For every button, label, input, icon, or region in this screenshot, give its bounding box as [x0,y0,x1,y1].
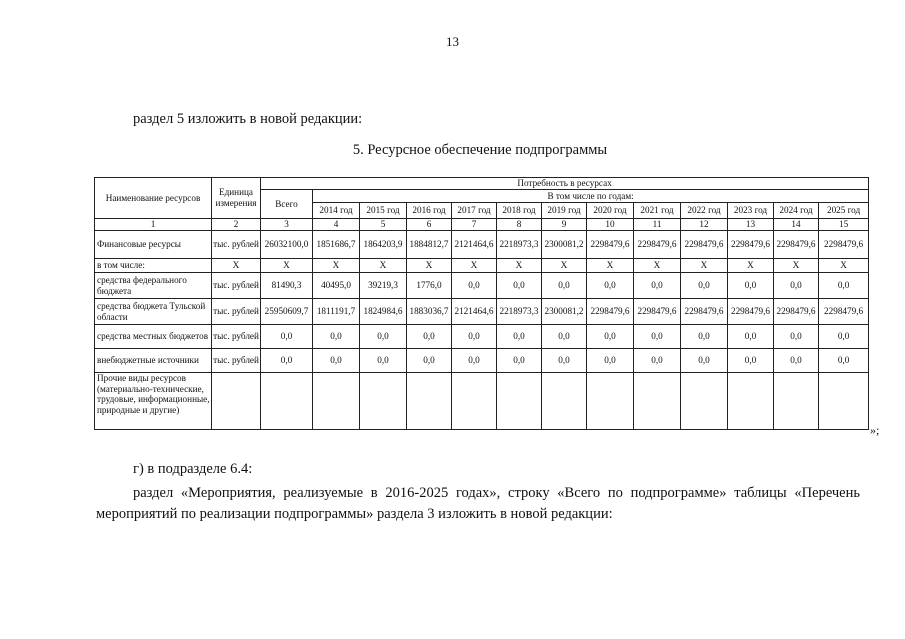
row-value: 0,0 [497,349,542,373]
row-value: 1864203,9 [360,231,407,259]
header-unit: Единица измерения [212,178,261,219]
header-resource-name: Наименование ресурсов [95,178,212,219]
row-resource-name: Прочие виды ресурсов (материально-технические, трудовые, информационные, природные и другие) [95,373,212,430]
row-value: 0,0 [587,349,634,373]
row-value: 0,0 [587,325,634,349]
row-value: 2298479,6 [819,299,869,325]
row-value [261,373,313,430]
table-row [95,259,869,273]
row-resource-name: в том числе: [95,259,212,273]
row-value [681,373,728,430]
row-value: 2218973,3 [497,231,542,259]
table-row [95,231,869,259]
subsection-paragraph: г) в подразделе 6.4: [133,461,253,477]
row-value: 0,0 [360,349,407,373]
row-value: 0,0 [819,273,869,299]
year-header: 2024 год [774,203,819,219]
row-value: 0,0 [681,349,728,373]
year-header: 2025 год [819,203,869,219]
row-value: 2298479,6 [681,231,728,259]
row-unit: тыс. рублей [212,325,261,349]
row-value [497,373,542,430]
table-row [95,349,869,373]
column-number: 13 [728,219,774,231]
row-value: 0,0 [261,349,313,373]
row-value: 2298479,6 [634,231,681,259]
row-value: 2298479,6 [728,299,774,325]
row-value: 1811191,7 [313,299,360,325]
year-header: 2018 год [497,203,542,219]
row-value: 2218973,3 [497,299,542,325]
row-unit: Х [212,259,261,273]
header-total: Всего [261,190,313,219]
row-value: 39219,3 [360,273,407,299]
column-number: 11 [634,219,681,231]
column-numbers-row [95,219,869,231]
intro-paragraph: раздел 5 изложить в новой редакции: [133,111,363,127]
row-value: 0,0 [819,325,869,349]
row-value: Х [407,259,452,273]
row-resource-name: Финансовые ресурсы [95,231,212,259]
section-heading: 5. Ресурсное обеспечение подпрограммы [352,142,608,158]
row-value: Х [261,259,313,273]
row-value: 0,0 [407,325,452,349]
row-value: 0,0 [497,273,542,299]
column-number: 15 [819,219,869,231]
column-number: 3 [261,219,313,231]
row-value: 25950609,7 [261,299,313,325]
row-value: 0,0 [542,325,587,349]
row-value: 0,0 [681,325,728,349]
row-value: 2298479,6 [634,299,681,325]
year-header: 2019 год [542,203,587,219]
row-value: 2298479,6 [774,299,819,325]
row-value: Х [497,259,542,273]
row-value: 81490,3 [261,273,313,299]
row-value: 0,0 [728,273,774,299]
row-value: 0,0 [313,349,360,373]
row-value: 0,0 [261,325,313,349]
row-value: Х [819,259,869,273]
year-header: 2014 год [313,203,360,219]
row-value: 0,0 [313,325,360,349]
row-value: 2300081,2 [542,231,587,259]
column-number: 2 [212,219,261,231]
header-by-years: В том числе по годам: [313,190,869,203]
row-value: 0,0 [681,273,728,299]
row-value: 0,0 [587,273,634,299]
column-number: 14 [774,219,819,231]
table-row [95,325,869,349]
column-number: 7 [452,219,497,231]
row-resource-name: средства бюджета Тульской области [95,299,212,325]
row-value: 0,0 [774,325,819,349]
row-value [774,373,819,430]
row-value: 2300081,2 [542,299,587,325]
row-value [313,373,360,430]
row-value: 0,0 [728,349,774,373]
row-value: 1851686,7 [313,231,360,259]
row-value: 2121464,6 [452,299,497,325]
row-value: 0,0 [452,325,497,349]
row-resource-name: внебюджетные источники [95,349,212,373]
row-value: 0,0 [452,349,497,373]
row-value: 0,0 [497,325,542,349]
row-value: Х [542,259,587,273]
row-resource-name: средства федерального бюджета [95,273,212,299]
row-value: Х [313,259,360,273]
column-number: 12 [681,219,728,231]
table-row [95,273,869,299]
page-number: 13 [446,34,459,49]
row-value: 2298479,6 [587,299,634,325]
row-value [587,373,634,430]
row-value: 0,0 [774,273,819,299]
column-number: 6 [407,219,452,231]
column-number: 9 [542,219,587,231]
column-number: 10 [587,219,634,231]
column-number: 4 [313,219,360,231]
table-row [95,299,869,325]
column-number: 1 [95,219,212,231]
row-value: 1776,0 [407,273,452,299]
year-header: 2015 год [360,203,407,219]
row-value: Х [634,259,681,273]
body-paragraph: раздел «Мероприятия, реализуемые в 2016-2025 годах», строку «Всего по подпрограмме» таблицы «Перечень мероприятий по реализации подпрограммы» раздела 3 изложить в новой редакции: [96,485,860,522]
row-unit: тыс. рублей [212,299,261,325]
row-value: Х [774,259,819,273]
row-value [360,373,407,430]
row-value: 40495,0 [313,273,360,299]
row-value [407,373,452,430]
row-value [542,373,587,430]
year-header: 2020 год [587,203,634,219]
row-value: 0,0 [542,349,587,373]
row-value: 1883036,7 [407,299,452,325]
quote-close: »; [870,423,880,437]
row-value [634,373,681,430]
row-value [452,373,497,430]
row-value: 0,0 [634,325,681,349]
row-value: Х [360,259,407,273]
row-value: 0,0 [728,325,774,349]
row-value: 1884812,7 [407,231,452,259]
row-unit: тыс. рублей [212,273,261,299]
column-number: 5 [360,219,407,231]
year-header: 2017 год [452,203,497,219]
row-value: 2298479,6 [819,231,869,259]
row-unit: тыс. рублей [212,231,261,259]
row-value [728,373,774,430]
table-body [95,178,869,430]
row-value: 0,0 [360,325,407,349]
row-unit: тыс. рублей [212,349,261,373]
row-value [819,373,869,430]
column-number: 8 [497,219,542,231]
row-value: 0,0 [819,349,869,373]
row-value: Х [728,259,774,273]
row-value: 0,0 [634,273,681,299]
row-value: 2298479,6 [587,231,634,259]
year-header: 2016 год [407,203,452,219]
row-value: 26032100,0 [261,231,313,259]
row-value: Х [452,259,497,273]
resources-table [94,177,869,430]
header-need: Потребность в ресурсах [261,178,869,190]
row-value: 2298479,6 [728,231,774,259]
row-value: Х [681,259,728,273]
year-header: 2022 год [681,203,728,219]
row-value: 0,0 [542,273,587,299]
row-unit [212,373,261,430]
row-value: 1824984,6 [360,299,407,325]
row-value: 0,0 [407,349,452,373]
row-value: 0,0 [452,273,497,299]
row-value: 2298479,6 [774,231,819,259]
year-header: 2023 год [728,203,774,219]
table-row [95,373,869,430]
year-header: 2021 год [634,203,681,219]
row-value: Х [587,259,634,273]
row-resource-name: средства местных бюджетов [95,325,212,349]
row-value: 0,0 [634,349,681,373]
row-value: 2121464,6 [452,231,497,259]
row-value: 2298479,6 [681,299,728,325]
row-value: 0,0 [774,349,819,373]
